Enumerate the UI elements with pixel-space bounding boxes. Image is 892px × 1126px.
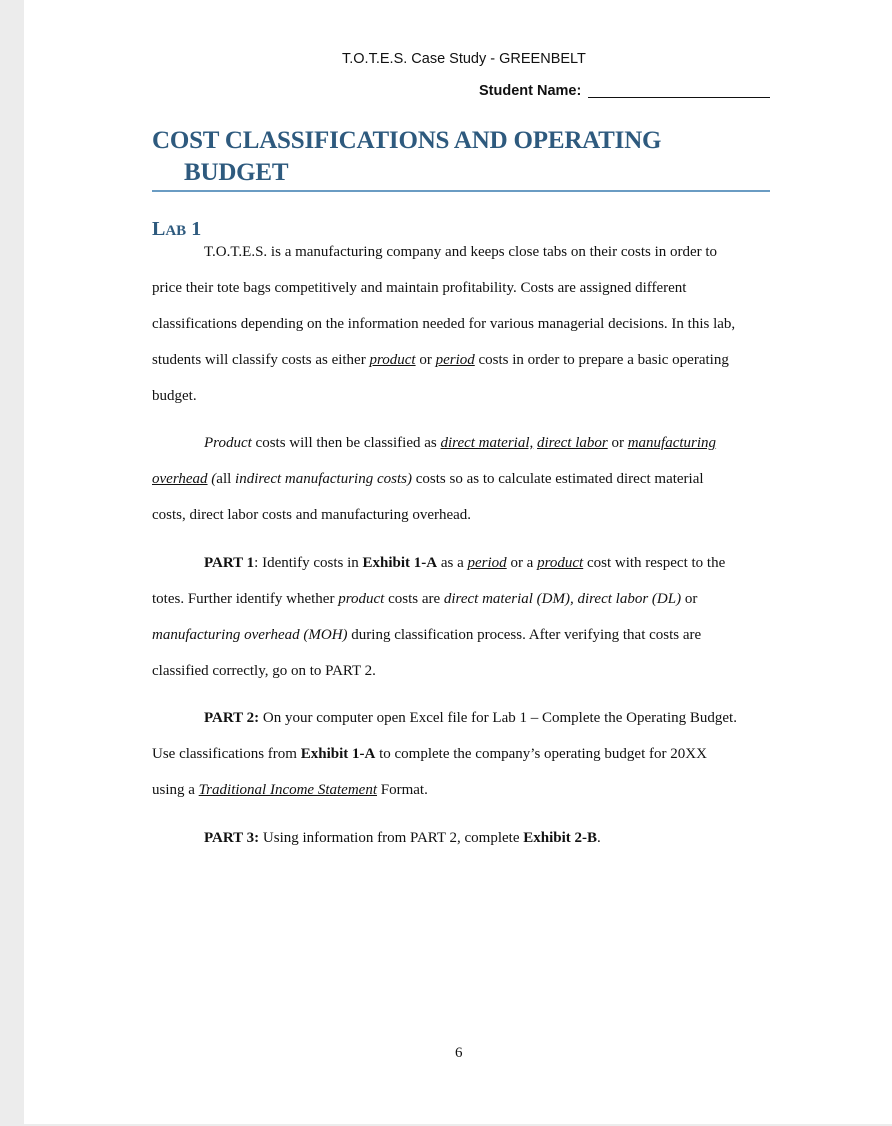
document-title-line2: BUDGET — [184, 159, 289, 186]
page-number: 6 — [455, 1045, 463, 1061]
part-2-line-2: Use classifications from Exhibit 1-A to complete the company’s operating budget for 20XX — [152, 746, 707, 762]
paragraph-2-line-1: Product costs will then be classified as direct material, direct labor or manufacturing — [204, 435, 717, 451]
paragraph-2-line-3: costs, direct labor costs and manufacturing overhead. — [152, 507, 472, 523]
part-1-line-1: PART 1: Identify costs in Exhibit 1-A as a period or a product cost with respect to the — [204, 555, 726, 571]
paragraph-1-line-5: budget. — [152, 388, 197, 404]
part-2-line-3: using a Traditional Income Statement Format. — [152, 782, 428, 798]
paragraph-1-line-3: classifications depending on the information needed for various managerial decisions. In this lab, — [152, 316, 736, 332]
part-1-line-4: classified correctly, go on to PART 2. — [152, 663, 376, 679]
title-underline-rule — [152, 190, 770, 192]
part-2-line-1: PART 2: On your computer open Excel file for Lab 1 – Complete the Operating Budget. — [204, 710, 737, 726]
part-1-line-3: manufacturing overhead (MOH) during classification process. After verifying that costs are — [152, 627, 702, 643]
header-title: T.O.T.E.S. Case Study - GREENBELT — [342, 51, 586, 67]
part-1-line-2: totes. Further identify whether product costs are direct material (DM), direct labor (DL) or — [152, 591, 698, 607]
paragraph-1-line-2: price their tote bags competitively and maintain profitability. Costs are assigned different — [152, 280, 687, 296]
document-title-line1: COST CLASSIFICATIONS AND OPERATING — [152, 127, 662, 154]
student-name-blank — [588, 97, 770, 98]
paragraph-1-line-4: students will classify costs as either product or period costs in order to prepare a basic operating — [152, 352, 729, 368]
lab-heading: LAB 1 — [152, 218, 202, 240]
paragraph-1-line-1: T.O.T.E.S. is a manufacturing company and keeps close tabs on their costs in order to — [204, 244, 718, 260]
part-3-line-1: PART 3: Using information from PART 2, complete Exhibit 2-B. — [204, 830, 601, 846]
document-page — [24, 0, 892, 1124]
student-name-label: Student Name: — [479, 83, 582, 99]
paragraph-2-line-2: overhead (all indirect manufacturing costs) costs so as to calculate estimated direct material — [152, 471, 704, 487]
